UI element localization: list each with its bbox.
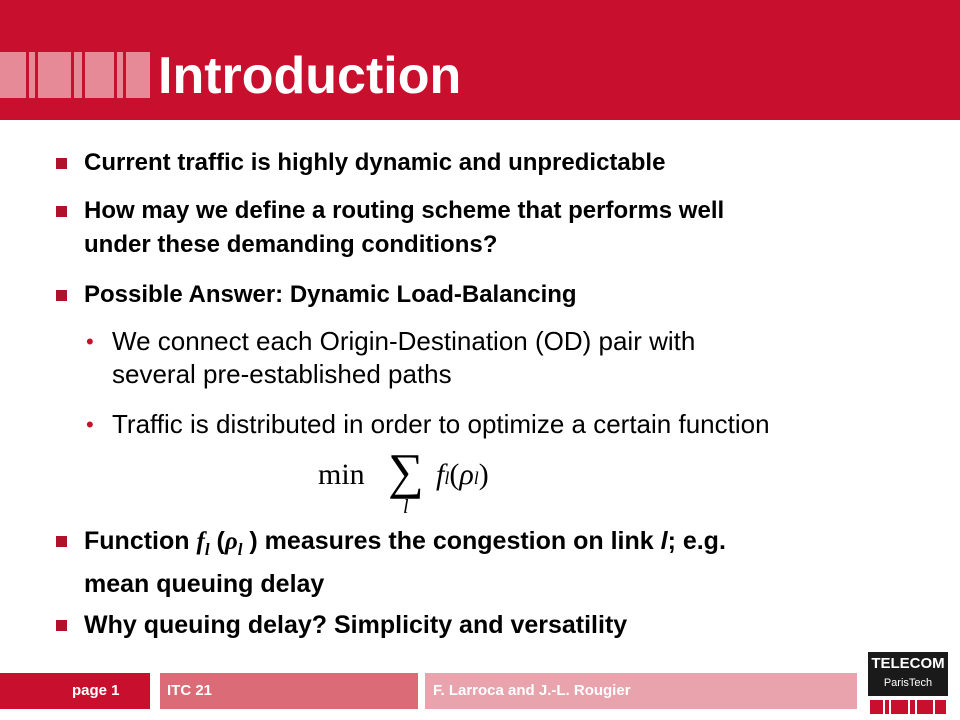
- bullet-text: Current traffic is highly dynamic and unpredictable: [84, 149, 666, 176]
- function-subscript: l: [204, 540, 210, 559]
- sub-bullet-item: [86, 325, 932, 391]
- sub-bullet-item: [86, 408, 932, 441]
- sub-bullet-text-line2: several pre-established paths: [112, 359, 452, 389]
- bullet-item: [84, 278, 944, 312]
- square-bullet-icon: [56, 158, 67, 169]
- header-band: [0, 0, 960, 120]
- sum-symbol: ∑: [388, 443, 424, 499]
- bullet-text: Possible Answer: Dynamic Load-Balancing: [84, 281, 577, 308]
- square-bullet-icon: [56, 290, 67, 301]
- logo-box: [868, 652, 948, 696]
- square-bullet-icon: [56, 536, 67, 547]
- formula-min: min: [318, 458, 365, 491]
- bullet-text-line2: mean queuing delay: [84, 570, 325, 598]
- footer-page-number: page 1: [72, 682, 120, 699]
- paren-open: (: [209, 527, 225, 555]
- function-symbol: f: [196, 528, 205, 555]
- logo-glyph-marks: [870, 700, 946, 714]
- square-bullet-icon: [56, 206, 67, 217]
- bullet-item: [84, 194, 944, 262]
- dot-bullet-icon: •: [86, 329, 94, 354]
- bullet-text-tail: ; e.g.: [667, 527, 726, 555]
- slide-title: Introduction: [158, 47, 462, 105]
- rho-subscript: l: [237, 540, 243, 559]
- bullet-item: [84, 608, 944, 642]
- square-bullet-icon: [56, 620, 67, 631]
- sum-index: l: [403, 496, 409, 518]
- objective-formula: [318, 443, 538, 518]
- telecom-paristech-logo: [868, 652, 948, 714]
- dot-bullet-icon: •: [86, 412, 94, 437]
- bullet-text-line1: How may we define a routing scheme that performs well: [84, 197, 725, 224]
- sub-bullet-text-line1: We connect each Origin-Destination (OD) pair with: [112, 326, 696, 356]
- bullet-text-post: measures the congestion on link: [257, 527, 661, 555]
- bullet-item: [84, 146, 944, 180]
- logo-name: TELECOM: [871, 655, 945, 672]
- paren-close: ): [242, 527, 258, 555]
- link-variable: l: [660, 527, 668, 555]
- header-logo-glyphs: [0, 52, 150, 98]
- bullet-text: Why queuing delay? Simplicity and versatility: [84, 611, 628, 639]
- footer-authors: F. Larroca and J.-L. Rougier: [433, 682, 631, 699]
- bullet-text-line2: under these demanding conditions?: [84, 231, 498, 258]
- logo-subname: ParisTech: [883, 677, 933, 689]
- sub-bullet-text: Traffic is distributed in order to optimize a certain function: [112, 409, 770, 439]
- rho-symbol: ρ: [224, 528, 238, 555]
- bullet-text-pre: Function: [84, 527, 197, 555]
- footer-conference: ITC 21: [167, 682, 213, 699]
- bullet-item: [84, 524, 944, 601]
- formula-function: fl(ρl): [436, 458, 489, 491]
